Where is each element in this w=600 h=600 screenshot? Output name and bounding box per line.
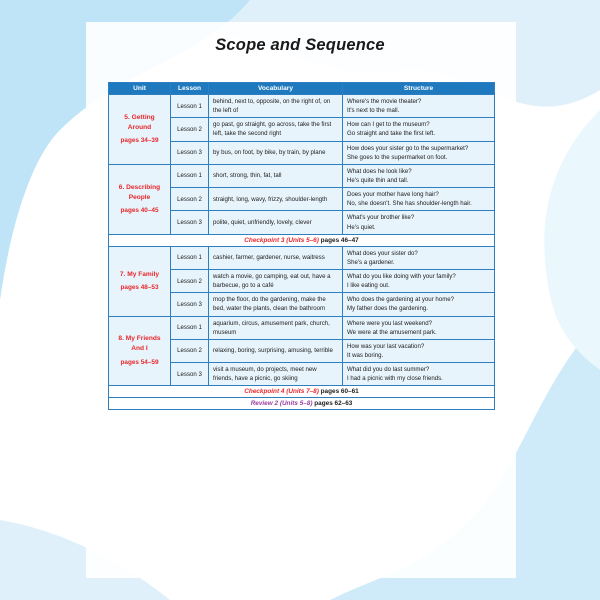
- lesson-cell: Lesson 2: [171, 269, 209, 292]
- unit-name: 5. Getting Around: [124, 113, 155, 131]
- lesson-cell: Lesson 1: [171, 95, 209, 118]
- lesson-cell: Lesson 3: [171, 141, 209, 164]
- structure-cell: What's your brother like? He's quiet.: [343, 211, 495, 234]
- lesson-cell: Lesson 1: [171, 246, 209, 269]
- structure-cell: What did you do last summer? I had a picnic with my close friends.: [343, 363, 495, 386]
- vocabulary-cell: mop the floor, do the gardening, make the bed, water the plants, clean the bathroom: [209, 293, 343, 316]
- review-pages: pages 62–63: [314, 400, 353, 408]
- vocabulary-cell: go past, go straight, go across, take the first left, take the second right: [209, 118, 343, 141]
- structure-cell: Does your mother have long hair? No, she doesn't. She has shoulder-length hair.: [343, 188, 495, 211]
- lesson-cell: Lesson 3: [171, 363, 209, 386]
- column-header-lesson: Lesson: [171, 83, 209, 95]
- checkpoint-label: Checkpoint 3 (Units 5–6): [244, 236, 319, 244]
- review-label: Review 2 (Units 5–8): [250, 400, 313, 408]
- unit-cell: [109, 95, 171, 165]
- checkpoint-cell: [109, 386, 495, 398]
- vocabulary-cell: by bus, on foot, by bike, by train, by plane: [209, 141, 343, 164]
- table-row: [109, 316, 495, 339]
- table-header-row: [109, 83, 495, 95]
- unit-cell: [109, 246, 171, 316]
- vocabulary-cell: cashier, farmer, gardener, nurse, waitress: [209, 246, 343, 269]
- checkpoint-pages: pages 60–61: [320, 388, 359, 396]
- structure-cell: How was your last vacation? It was boring.: [343, 339, 495, 362]
- vocabulary-cell: visit a museum, do projects, meet new friends, have a picnic, go skiing: [209, 363, 343, 386]
- checkpoint-cell: [109, 234, 495, 246]
- table-row: [109, 164, 495, 187]
- scope-and-sequence-table: [108, 82, 495, 410]
- vocabulary-cell: aquarium, circus, amusement park, church, museum: [209, 316, 343, 339]
- column-header-structure: Structure: [343, 83, 495, 95]
- review-cell: [109, 398, 495, 410]
- unit-name: 6. Describing People: [118, 183, 161, 201]
- vocabulary-cell: short, strong, thin, fat, tall: [209, 164, 343, 187]
- vocabulary-cell: relaxing, boring, surprising, amusing, terrible: [209, 339, 343, 362]
- lesson-cell: Lesson 2: [171, 339, 209, 362]
- checkpoint-label: Checkpoint 4 (Units 7–8): [244, 388, 319, 396]
- unit-pages: pages 34–39: [120, 137, 159, 145]
- checkpoint-row: [109, 386, 495, 398]
- checkpoint-row: [109, 234, 495, 246]
- lesson-cell: Lesson 2: [171, 188, 209, 211]
- unit-pages: pages 54–59: [120, 358, 159, 366]
- review-row: [109, 398, 495, 410]
- structure-cell: What do you like doing with your family? I like eating out.: [343, 269, 495, 292]
- unit-pages: pages 48–53: [120, 283, 159, 291]
- unit-cell: [109, 316, 171, 386]
- structure-cell: Where were you last weekend? We were at the amusement park.: [343, 316, 495, 339]
- structure-cell: What does your sister do? She's a gardener.: [343, 246, 495, 269]
- structure-cell: How can I get to the museum? Go straight and take the first left.: [343, 118, 495, 141]
- unit-cell: [109, 164, 171, 234]
- structure-cell: Who does the gardening at your home? My father does the gardening.: [343, 293, 495, 316]
- structure-cell: What does he look like? He's quite thin and tall.: [343, 164, 495, 187]
- lesson-cell: Lesson 3: [171, 293, 209, 316]
- lesson-cell: Lesson 3: [171, 211, 209, 234]
- vocabulary-cell: behind, next to, opposite, on the right of, on the left of: [209, 95, 343, 118]
- column-header-unit: Unit: [109, 83, 171, 95]
- unit-pages: pages 40–45: [120, 207, 159, 215]
- vocabulary-cell: polite, quiet, unfriendly, lovely, clever: [209, 211, 343, 234]
- lesson-cell: Lesson 1: [171, 164, 209, 187]
- vocabulary-cell: watch a movie, go camping, eat out, have a barbecue, go to a café: [209, 269, 343, 292]
- lesson-cell: Lesson 2: [171, 118, 209, 141]
- vocabulary-cell: straight, long, wavy, frizzy, shoulder-length: [209, 188, 343, 211]
- structure-cell: How does your sister go to the supermarket? She goes to the supermarket on foot.: [343, 141, 495, 164]
- column-header-vocabulary: Vocabulary: [209, 83, 343, 95]
- table-row: [109, 95, 495, 118]
- unit-name: 8. My Friends And I: [118, 335, 161, 353]
- lesson-cell: Lesson 1: [171, 316, 209, 339]
- page-title: Scope and Sequence: [215, 36, 385, 54]
- structure-cell: Where's the movie theater? It's next to the mall.: [343, 95, 495, 118]
- checkpoint-pages: pages 46–47: [320, 236, 359, 244]
- unit-name: 7. My Family: [119, 270, 160, 278]
- table-row: [109, 246, 495, 269]
